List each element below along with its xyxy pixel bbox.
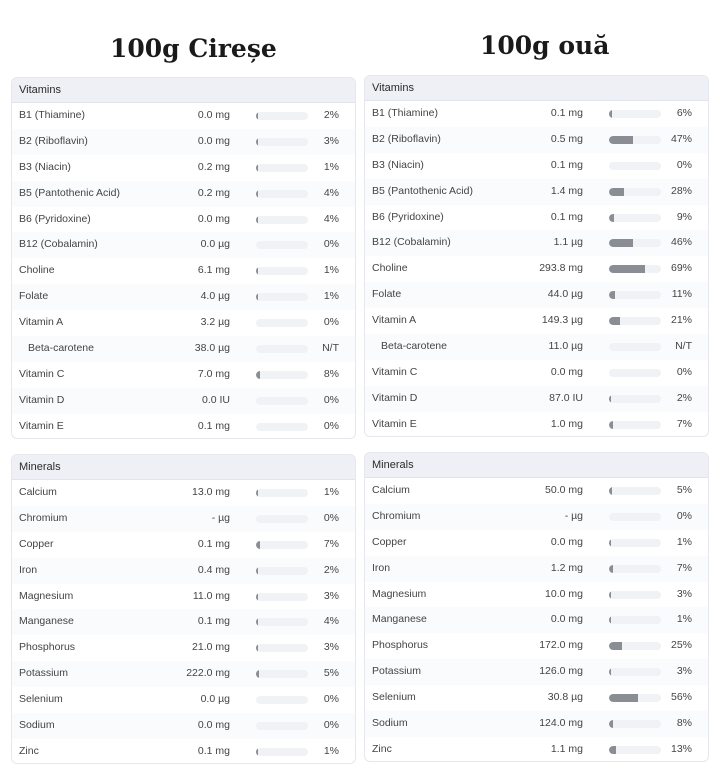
daily-value-bar bbox=[609, 395, 661, 403]
nutrient-name: Vitamin D bbox=[19, 393, 65, 406]
daily-value-bar-fill bbox=[609, 565, 613, 573]
nutrient-name: Magnesium bbox=[372, 587, 427, 600]
daily-value-bar-fill bbox=[609, 694, 638, 702]
daily-value-bar bbox=[256, 319, 308, 327]
nutrient-row bbox=[12, 713, 355, 739]
nutrient-name: B3 (Niacin) bbox=[372, 158, 424, 171]
daily-value-bar bbox=[256, 241, 308, 249]
daily-value-bar bbox=[256, 423, 308, 431]
nutrient-name: Vitamin D bbox=[372, 391, 418, 404]
daily-value-percent: 1% bbox=[323, 160, 339, 173]
daily-value-percent: 1% bbox=[323, 290, 339, 303]
nutrient-amount: 13.0 mg bbox=[192, 486, 230, 498]
daily-value-bar bbox=[256, 397, 308, 405]
daily-value-percent: 8% bbox=[676, 717, 692, 730]
daily-value-bar bbox=[609, 694, 661, 702]
nutrient-row bbox=[365, 308, 708, 334]
nutrient-row bbox=[12, 388, 355, 414]
nutrient-name: B2 (Riboflavin) bbox=[19, 134, 88, 147]
daily-value-bar-fill bbox=[256, 267, 258, 275]
daily-value-bar-fill bbox=[256, 190, 258, 198]
nutrient-row bbox=[365, 633, 708, 659]
daily-value-percent: 7% bbox=[676, 561, 692, 574]
daily-value-percent: 1% bbox=[676, 613, 692, 626]
daily-value-percent: 0% bbox=[676, 365, 692, 378]
nutrient-amount: 0.0 mg bbox=[550, 365, 583, 378]
nutrient-amount: 1.1 mg bbox=[550, 742, 583, 755]
nutrient-name: Vitamin A bbox=[19, 316, 64, 329]
nutrient-name: Sodium bbox=[372, 717, 408, 730]
nutrient-row bbox=[365, 282, 708, 308]
daily-value-percent: 0% bbox=[323, 393, 339, 406]
nutrient-row bbox=[12, 284, 355, 310]
nutrient-name: B1 (Thiamine) bbox=[372, 107, 438, 119]
daily-value-bar bbox=[256, 567, 308, 575]
nutrient-row bbox=[12, 687, 355, 713]
daily-value-bar-fill bbox=[256, 371, 260, 379]
nutrient-row bbox=[12, 155, 355, 181]
daily-value-percent: 4% bbox=[323, 615, 339, 628]
daily-value-bar bbox=[609, 539, 661, 547]
nutrient-row bbox=[12, 103, 355, 129]
daily-value-bar-fill bbox=[609, 668, 611, 676]
nutrient-name: Beta-carotene bbox=[381, 340, 447, 353]
daily-value-bar-fill bbox=[256, 489, 258, 497]
nutrient-amount: 0.5 mg bbox=[550, 132, 583, 145]
daily-value-percent: 7% bbox=[323, 537, 339, 550]
daily-value-bar bbox=[256, 593, 308, 601]
nutrient-name: B1 (Thiamine) bbox=[19, 109, 85, 121]
nutrient-row bbox=[365, 256, 708, 282]
nutrient-row bbox=[365, 360, 708, 386]
daily-value-bar bbox=[609, 214, 661, 222]
daily-value-bar bbox=[256, 345, 308, 353]
nutrient-amount: 0.0 mg bbox=[197, 212, 230, 225]
nutrient-row bbox=[12, 480, 355, 506]
right-vitamins-rows bbox=[365, 101, 708, 437]
nutrient-name: B12 (Cobalamin) bbox=[19, 238, 98, 251]
left-vitamins-panel bbox=[11, 77, 356, 439]
daily-value-bar-fill bbox=[609, 746, 616, 754]
daily-value-bar bbox=[609, 565, 661, 573]
daily-value-bar bbox=[609, 642, 661, 650]
daily-value-percent: 69% bbox=[670, 262, 692, 275]
nutrient-row bbox=[365, 607, 708, 633]
right-minerals-panel bbox=[364, 452, 709, 762]
nutrient-amount: - µg bbox=[564, 509, 583, 522]
daily-value-percent: 8% bbox=[323, 367, 339, 380]
daily-value-percent: 47% bbox=[670, 132, 692, 145]
nutrient-row bbox=[12, 207, 355, 233]
daily-value-percent: 0% bbox=[323, 419, 339, 432]
nutrient-amount: 1.4 mg bbox=[550, 184, 583, 197]
nutrient-amount: 0.0 mg bbox=[197, 109, 230, 121]
daily-value-bar bbox=[256, 722, 308, 730]
daily-value-percent: 0% bbox=[323, 316, 339, 329]
left-minerals-rows bbox=[12, 480, 355, 764]
nutrient-amount: 124.0 mg bbox=[539, 717, 583, 730]
nutrient-row bbox=[12, 129, 355, 155]
left-title: 100g Cireșe bbox=[110, 34, 277, 63]
nutrient-amount: 21.0 mg bbox=[192, 641, 230, 654]
daily-value-bar-fill bbox=[256, 567, 258, 575]
daily-value-bar bbox=[256, 670, 308, 678]
nutrient-name: Selenium bbox=[372, 691, 416, 704]
daily-value-percent: 0% bbox=[323, 719, 339, 732]
right-vitamins-panel bbox=[364, 75, 709, 437]
daily-value-bar-fill bbox=[609, 239, 633, 247]
nutrient-row bbox=[365, 659, 708, 685]
nutrient-name: Magnesium bbox=[19, 589, 74, 602]
nutrient-name: Zinc bbox=[372, 742, 392, 755]
nutrient-name: B12 (Cobalamin) bbox=[372, 236, 451, 249]
daily-value-bar bbox=[256, 618, 308, 626]
daily-value-bar bbox=[609, 136, 661, 144]
daily-value-percent: 7% bbox=[676, 417, 692, 430]
nutrient-row bbox=[12, 584, 355, 610]
daily-value-bar-fill bbox=[609, 487, 612, 495]
nutrient-row bbox=[12, 635, 355, 661]
daily-value-bar-fill bbox=[256, 748, 258, 756]
daily-value-bar-fill bbox=[256, 164, 258, 172]
daily-value-bar-fill bbox=[256, 112, 258, 120]
nutrient-name: Zinc bbox=[19, 744, 39, 757]
nutrient-name: Vitamin A bbox=[372, 314, 417, 327]
daily-value-bar bbox=[256, 164, 308, 172]
daily-value-percent: 6% bbox=[676, 107, 692, 119]
daily-value-bar-fill bbox=[256, 593, 258, 601]
daily-value-bar bbox=[256, 138, 308, 146]
daily-value-bar bbox=[609, 188, 661, 196]
nutrient-name: Chromium bbox=[19, 511, 68, 524]
nutrient-amount: 87.0 IU bbox=[549, 391, 583, 404]
daily-value-bar-fill bbox=[609, 539, 611, 547]
nutrient-amount: 0.0 mg bbox=[550, 535, 583, 548]
daily-value-bar-fill bbox=[609, 642, 622, 650]
left-minerals-header: Minerals bbox=[12, 455, 355, 480]
daily-value-bar bbox=[256, 216, 308, 224]
daily-value-percent: 1% bbox=[676, 535, 692, 548]
nutrient-row bbox=[365, 685, 708, 711]
nutrient-amount: 0.0 mg bbox=[197, 134, 230, 147]
nutrient-name: Copper bbox=[372, 535, 407, 548]
nutrient-row bbox=[12, 310, 355, 336]
nutrient-row bbox=[365, 179, 708, 205]
daily-value-bar bbox=[609, 513, 661, 521]
nutrient-amount: 1.1 µg bbox=[553, 236, 583, 249]
daily-value-bar-fill bbox=[609, 214, 614, 222]
daily-value-bar-fill bbox=[256, 618, 258, 626]
nutrient-row bbox=[12, 232, 355, 258]
nutrient-amount: 293.8 mg bbox=[539, 262, 583, 275]
nutrient-name: Potassium bbox=[19, 667, 69, 680]
nutrient-row bbox=[365, 230, 708, 256]
right-minerals-rows bbox=[365, 478, 708, 762]
nutrient-amount: 1.0 mg bbox=[550, 417, 583, 430]
nutrient-amount: 0.1 mg bbox=[197, 537, 230, 550]
nutrient-amount: 0.2 mg bbox=[197, 160, 230, 173]
daily-value-bar bbox=[609, 317, 661, 325]
nutrient-amount: 0.1 mg bbox=[550, 107, 583, 119]
nutrient-name: Manganese bbox=[19, 615, 74, 628]
daily-value-percent: 0% bbox=[323, 511, 339, 524]
nutrient-amount: 0.0 µg bbox=[200, 693, 230, 706]
nutrient-name: Vitamin E bbox=[19, 419, 64, 432]
daily-value-percent: 13% bbox=[670, 742, 692, 755]
nutrient-amount: - µg bbox=[211, 511, 230, 524]
daily-value-bar bbox=[256, 112, 308, 120]
daily-value-percent: 2% bbox=[676, 391, 692, 404]
nutrient-row bbox=[12, 336, 355, 362]
nutrient-name: Phosphorus bbox=[372, 639, 429, 652]
daily-value-percent: 4% bbox=[323, 186, 339, 199]
nutrient-row bbox=[365, 334, 708, 360]
daily-value-bar bbox=[609, 265, 661, 273]
nutrient-name: Selenium bbox=[19, 693, 63, 706]
daily-value-percent: 3% bbox=[676, 587, 692, 600]
nutrient-row bbox=[12, 532, 355, 558]
daily-value-bar bbox=[609, 110, 661, 118]
daily-value-percent: 3% bbox=[323, 134, 339, 147]
daily-value-bar bbox=[609, 720, 661, 728]
nutrient-row bbox=[12, 661, 355, 687]
daily-value-bar-fill bbox=[609, 136, 633, 144]
daily-value-bar bbox=[609, 746, 661, 754]
nutrient-amount: 222.0 mg bbox=[186, 667, 230, 680]
daily-value-bar bbox=[609, 487, 661, 495]
daily-value-bar bbox=[609, 421, 661, 429]
nutrient-row bbox=[365, 737, 708, 762]
daily-value-bar bbox=[256, 515, 308, 523]
daily-value-percent: 5% bbox=[323, 667, 339, 680]
daily-value-bar-fill bbox=[609, 291, 615, 299]
daily-value-bar bbox=[609, 369, 661, 377]
daily-value-bar bbox=[609, 591, 661, 599]
nutrient-amount: 50.0 mg bbox=[545, 484, 583, 496]
nutrient-row bbox=[365, 205, 708, 231]
nutrient-row bbox=[365, 386, 708, 412]
nutrient-name: Sodium bbox=[19, 719, 55, 732]
left-vitamins-header: Vitamins bbox=[12, 78, 355, 103]
daily-value-bar-fill bbox=[609, 591, 611, 599]
daily-value-bar bbox=[256, 696, 308, 704]
nutrient-name: Choline bbox=[372, 262, 408, 275]
nutrient-row bbox=[365, 711, 708, 737]
daily-value-percent: 21% bbox=[670, 314, 692, 327]
daily-value-percent: 56% bbox=[670, 691, 692, 704]
nutrient-amount: 44.0 µg bbox=[547, 288, 583, 301]
daily-value-bar-fill bbox=[609, 110, 612, 118]
daily-value-percent: 25% bbox=[670, 639, 692, 652]
daily-value-bar bbox=[256, 748, 308, 756]
daily-value-bar bbox=[256, 541, 308, 549]
nutrient-name: Potassium bbox=[372, 665, 422, 678]
daily-value-percent: 0% bbox=[676, 509, 692, 522]
nutrient-name: Calcium bbox=[372, 484, 410, 496]
nutrient-amount: 149.3 µg bbox=[541, 314, 583, 327]
nutrient-name: B6 (Pyridoxine) bbox=[19, 212, 91, 225]
nutrient-amount: 0.0 µg bbox=[200, 238, 230, 251]
daily-value-bar bbox=[256, 644, 308, 652]
daily-value-bar bbox=[609, 668, 661, 676]
nutrient-row bbox=[365, 412, 708, 437]
nutrient-name: B5 (Pantothenic Acid) bbox=[19, 186, 120, 199]
nutrient-name: B6 (Pyridoxine) bbox=[372, 210, 444, 223]
right-minerals-header: Minerals bbox=[365, 453, 708, 478]
daily-value-bar-fill bbox=[256, 541, 260, 549]
nutrient-name: Beta-carotene bbox=[28, 342, 94, 355]
nutrient-amount: 126.0 mg bbox=[539, 665, 583, 678]
nutrient-amount: 0.1 mg bbox=[197, 615, 230, 628]
nutrient-amount: 4.0 µg bbox=[200, 290, 230, 303]
nutrient-name: B2 (Riboflavin) bbox=[372, 132, 441, 145]
nutrient-row bbox=[12, 506, 355, 532]
nutrient-amount: 0.0 IU bbox=[201, 393, 230, 406]
daily-value-percent: 46% bbox=[670, 236, 692, 249]
nutrient-row bbox=[365, 582, 708, 608]
nutrient-name: Iron bbox=[19, 563, 38, 576]
daily-value-bar-fill bbox=[609, 265, 645, 273]
daily-value-percent: N/T bbox=[322, 342, 339, 355]
nutrient-amount: 0.1 mg bbox=[197, 419, 230, 432]
nutrient-row bbox=[12, 414, 355, 439]
daily-value-bar-fill bbox=[609, 421, 613, 429]
left-vitamins-rows bbox=[12, 103, 355, 439]
nutrient-row bbox=[12, 558, 355, 584]
nutrient-name: Chromium bbox=[372, 509, 421, 522]
nutrient-row bbox=[365, 153, 708, 179]
daily-value-percent: 3% bbox=[676, 665, 692, 678]
daily-value-bar-fill bbox=[256, 216, 258, 224]
nutrient-name: Vitamin E bbox=[372, 417, 417, 430]
daily-value-bar bbox=[609, 343, 661, 351]
nutrient-amount: 0.0 mg bbox=[550, 613, 583, 626]
nutrient-row bbox=[12, 362, 355, 388]
nutrient-name: Folate bbox=[19, 290, 49, 303]
nutrient-row bbox=[12, 609, 355, 635]
nutrient-amount: 0.0 mg bbox=[197, 719, 230, 732]
daily-value-bar bbox=[609, 291, 661, 299]
nutrient-amount: 11.0 mg bbox=[192, 589, 230, 602]
daily-value-bar-fill bbox=[256, 293, 258, 301]
left-minerals-panel bbox=[11, 454, 356, 764]
nutrient-name: Copper bbox=[19, 537, 54, 550]
daily-value-bar-fill bbox=[256, 138, 258, 146]
nutrient-amount: 10.0 mg bbox=[545, 587, 583, 600]
nutrient-amount: 0.4 mg bbox=[197, 563, 230, 576]
daily-value-bar bbox=[609, 162, 661, 170]
daily-value-percent: 1% bbox=[323, 486, 339, 498]
daily-value-percent: 1% bbox=[323, 264, 339, 277]
daily-value-percent: 28% bbox=[670, 184, 692, 197]
daily-value-bar-fill bbox=[256, 670, 259, 678]
nutrient-name: Choline bbox=[19, 264, 55, 277]
daily-value-percent: 0% bbox=[323, 693, 339, 706]
daily-value-bar bbox=[609, 616, 661, 624]
daily-value-bar bbox=[256, 190, 308, 198]
right-vitamins-header: Vitamins bbox=[365, 76, 708, 101]
daily-value-percent: 3% bbox=[323, 641, 339, 654]
nutrient-amount: 30.8 µg bbox=[547, 691, 583, 704]
nutrient-row bbox=[365, 530, 708, 556]
daily-value-bar-fill bbox=[609, 616, 611, 624]
nutrient-name: Calcium bbox=[19, 486, 57, 498]
daily-value-bar-fill bbox=[256, 644, 258, 652]
nutrient-row bbox=[365, 504, 708, 530]
daily-value-percent: 1% bbox=[323, 744, 339, 757]
daily-value-bar-fill bbox=[609, 317, 620, 325]
nutrient-row bbox=[365, 127, 708, 153]
nutrient-amount: 6.1 mg bbox=[197, 264, 230, 277]
nutrient-name: Manganese bbox=[372, 613, 427, 626]
nutrient-row bbox=[12, 739, 355, 764]
nutrient-amount: 0.1 mg bbox=[550, 158, 583, 171]
daily-value-bar bbox=[256, 267, 308, 275]
nutrient-amount: 38.0 µg bbox=[194, 342, 230, 355]
nutrient-amount: 0.1 mg bbox=[197, 744, 230, 757]
nutrient-amount: 0.1 mg bbox=[550, 210, 583, 223]
nutrient-amount: 172.0 mg bbox=[539, 639, 583, 652]
nutrient-amount: 1.2 mg bbox=[550, 561, 583, 574]
daily-value-percent: 2% bbox=[323, 563, 339, 576]
nutrient-row bbox=[365, 101, 708, 127]
nutrient-row bbox=[365, 478, 708, 504]
daily-value-percent: 11% bbox=[671, 288, 692, 301]
daily-value-percent: 4% bbox=[323, 212, 339, 225]
daily-value-bar bbox=[609, 239, 661, 247]
nutrient-name: Iron bbox=[372, 561, 391, 574]
daily-value-percent: 0% bbox=[323, 238, 339, 251]
daily-value-bar bbox=[256, 371, 308, 379]
nutrient-name: Vitamin C bbox=[372, 365, 418, 378]
nutrient-name: Vitamin C bbox=[19, 367, 65, 380]
nutrient-row bbox=[12, 258, 355, 284]
nutrient-name: B3 (Niacin) bbox=[19, 160, 71, 173]
daily-value-percent: 0% bbox=[676, 158, 692, 171]
daily-value-percent: 2% bbox=[323, 109, 339, 121]
daily-value-percent: 5% bbox=[676, 484, 692, 496]
daily-value-bar bbox=[256, 293, 308, 301]
daily-value-bar bbox=[256, 489, 308, 497]
daily-value-bar-fill bbox=[609, 188, 624, 196]
nutrient-name: Folate bbox=[372, 288, 402, 301]
right-title: 100g ouă bbox=[480, 31, 610, 60]
nutrient-name: B5 (Pantothenic Acid) bbox=[372, 184, 473, 197]
daily-value-bar-fill bbox=[609, 720, 613, 728]
nutrient-row bbox=[365, 556, 708, 582]
nutrient-name: Phosphorus bbox=[19, 641, 76, 654]
nutrient-row bbox=[12, 181, 355, 207]
daily-value-percent: 3% bbox=[323, 589, 339, 602]
daily-value-bar-fill bbox=[609, 395, 611, 403]
nutrient-amount: 3.2 µg bbox=[200, 316, 230, 329]
daily-value-percent: 9% bbox=[676, 210, 692, 223]
nutrient-amount: 7.0 mg bbox=[197, 367, 230, 380]
daily-value-percent: N/T bbox=[675, 340, 692, 353]
nutrient-amount: 11.0 µg bbox=[548, 340, 583, 353]
nutrient-amount: 0.2 mg bbox=[197, 186, 230, 199]
